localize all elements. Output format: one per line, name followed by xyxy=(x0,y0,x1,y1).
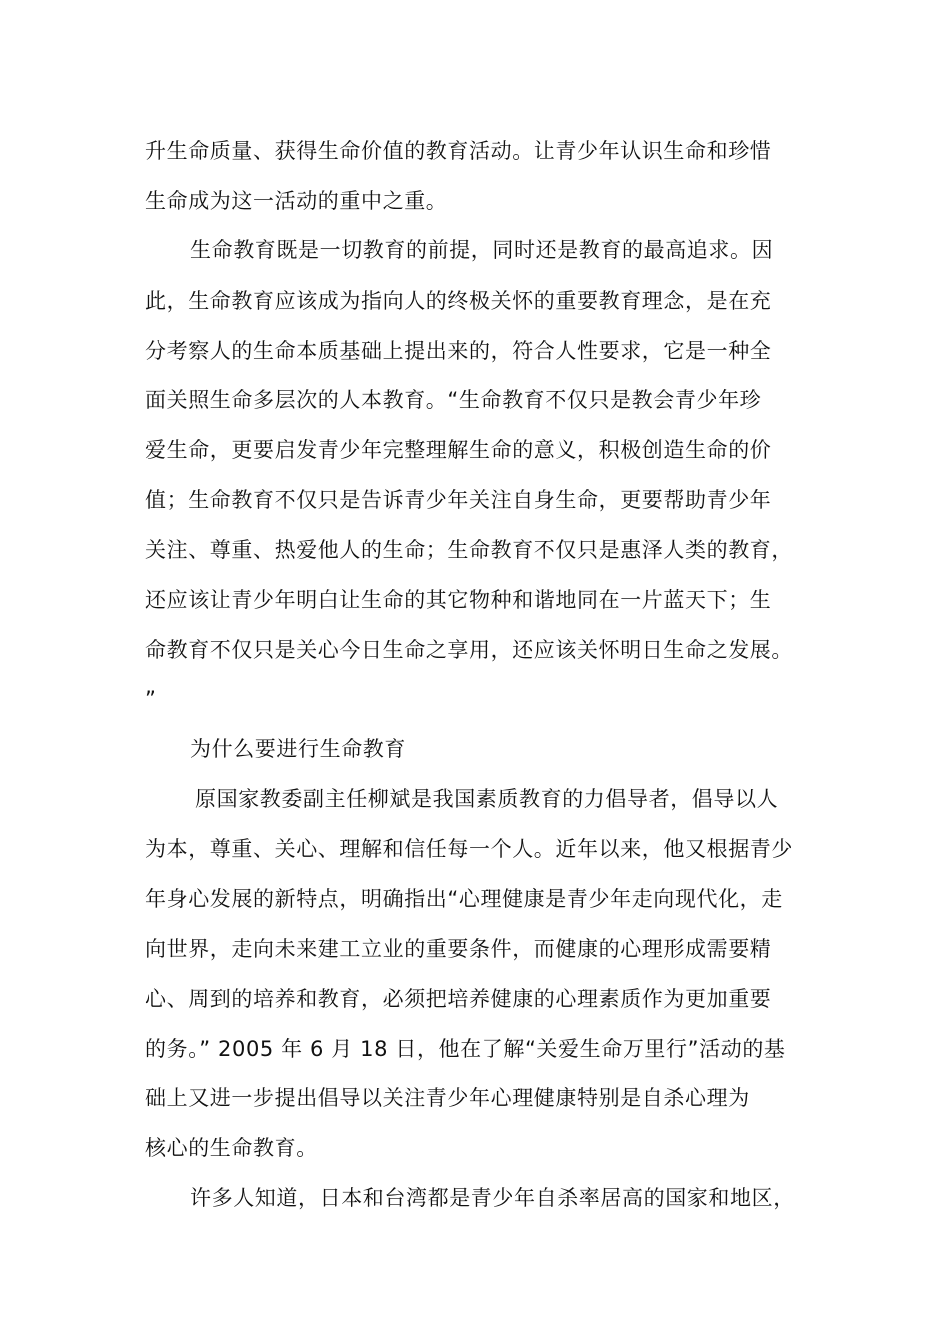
section-heading: 为什么要进行生命教育 xyxy=(190,737,406,761)
text-line: 还应该让青少年明白让生命的其它物种和谐地同在一片蓝天下；生 xyxy=(145,588,772,612)
text-line: 此，生命教育应该成为指向人的终极关怀的重要教育理念，是在充 xyxy=(145,289,772,313)
text-line: 值；生命教育不仅只是告诉青少年关注自身生命，更要帮助青少年 xyxy=(145,488,772,512)
text-line: 分考察人的生命本质基础上提出来的，符合人性要求，它是一种全 xyxy=(145,339,772,363)
paragraph-first-line: 生命教育既是一切教育的前提，同时还是教育的最高追求。因 xyxy=(190,238,774,262)
text-line: 向世界，走向未来建工立业的重要条件，而健康的心理形成需要精 xyxy=(145,937,772,961)
paragraph-first-line: 许多人知道，日本和台湾都是青少年自杀率居高的国家和地区， xyxy=(190,1186,795,1210)
text-line: 升生命质量、获得生命价值的教育活动。让青少年认识生命和珍惜 xyxy=(145,139,772,163)
paragraph-first-line: 原国家教委副主任柳斌是我国素质教育的力倡导者，倡导以人 xyxy=(195,787,779,811)
text-line: 生命成为这一活动的重中之重。 xyxy=(145,189,448,213)
text-line: 为本，尊重、关心、理解和信任每一个人。近年以来，他又根据青少 xyxy=(145,837,793,861)
text-line: 关注、尊重、热爱他人的生命；生命教育不仅只是惠泽人类的教育， xyxy=(145,538,793,562)
text-line: 础上又进一步提出倡导以关注青少年心理健康特别是自杀心理为 xyxy=(145,1086,750,1110)
text-line: 命教育不仅只是关心今日生命之享用，还应该关怀明日生命之发展。 xyxy=(145,638,793,662)
text-line: 面关照生命多层次的人本教育。“生命教育不仅只是教会青少年珍 xyxy=(145,388,762,412)
text-line: 年身心发展的新特点，明确指出“心理健康是青少年走向现代化，走 xyxy=(145,887,783,911)
text-line: 爱生命，更要启发青少年完整理解生命的意义，积极创造生命的价 xyxy=(145,438,772,462)
text-line: 的务。” 2005 年 6 月 18 日，他在了解“关爱生命万里行”活动的基 xyxy=(145,1037,786,1061)
text-line: ” xyxy=(145,687,157,711)
text-line: 核心的生命教育。 xyxy=(145,1136,318,1160)
text-line: 心、周到的培养和教育，必须把培养健康的心理素质作为更加重要 xyxy=(145,987,772,1011)
